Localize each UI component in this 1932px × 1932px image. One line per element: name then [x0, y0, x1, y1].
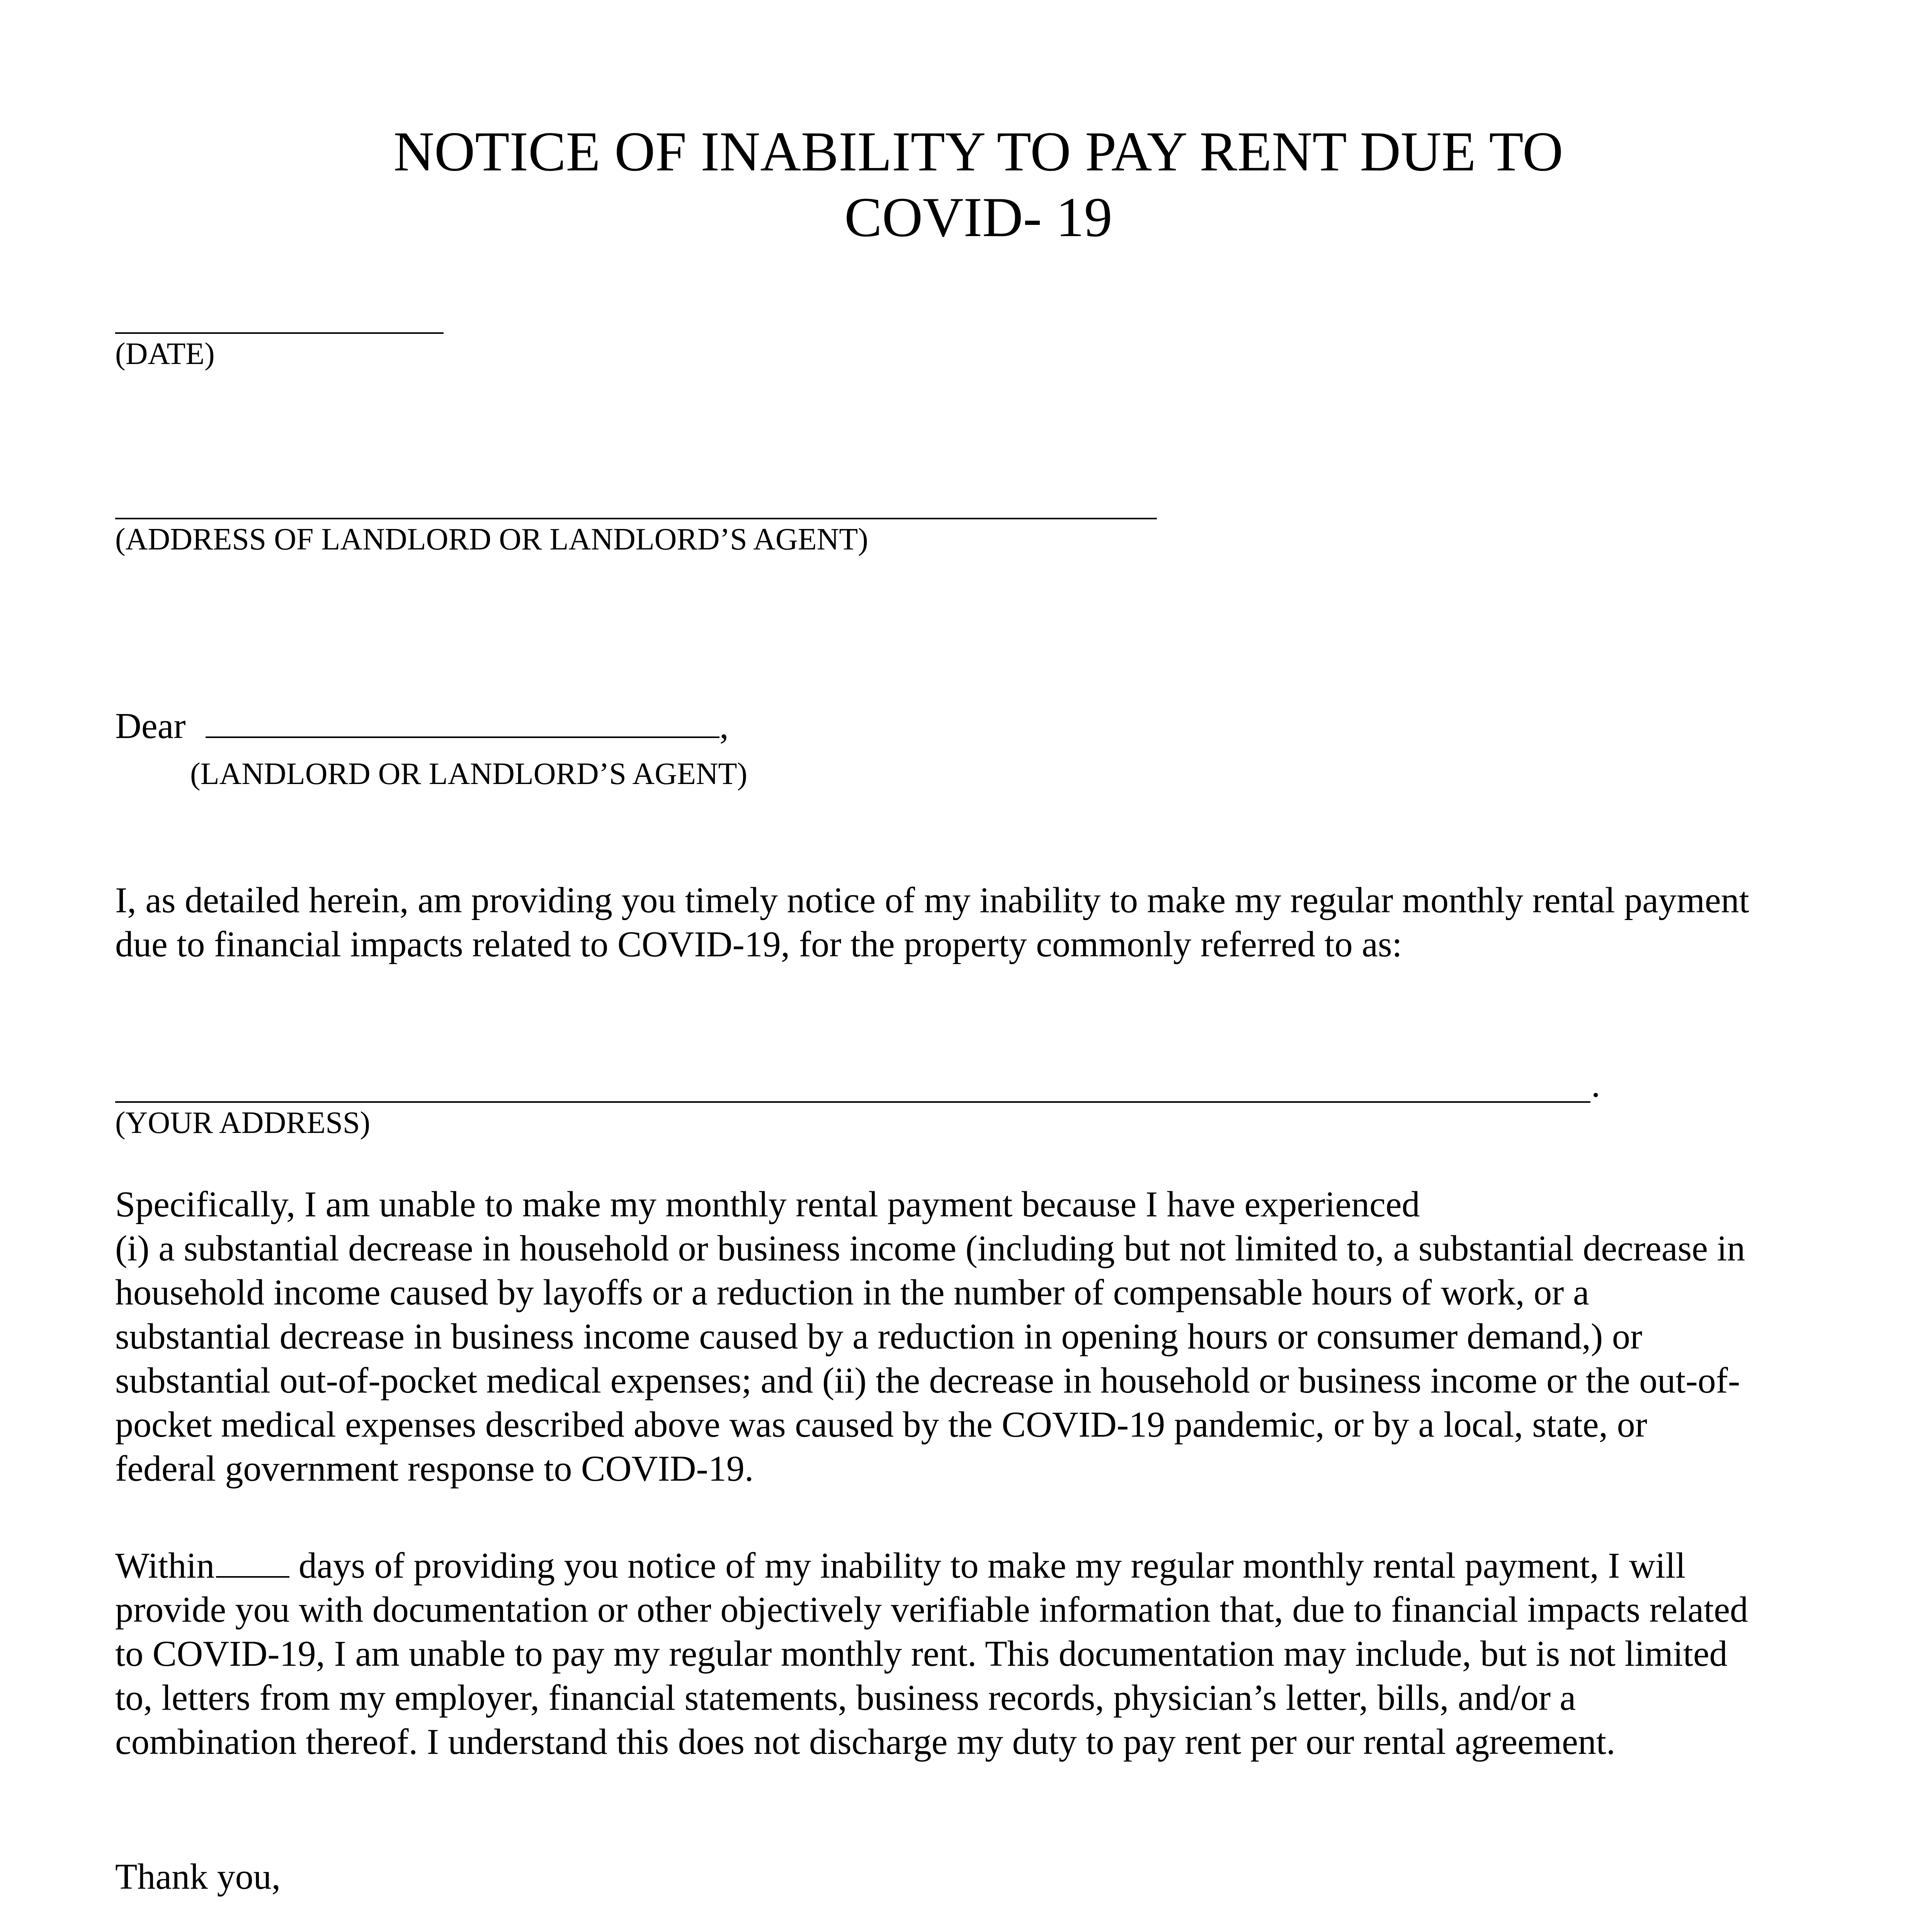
- intro-paragraph: [115, 878, 1862, 966]
- document-title-line-1: NOTICE OF INABILITY TO PAY RENT DUE TO: [393, 120, 1563, 183]
- document-title-line-2: COVID- 19: [844, 186, 1112, 248]
- salutation-word: Dear: [115, 706, 186, 746]
- your-address-label: (YOUR ADDRESS): [115, 1106, 371, 1140]
- landlord-name-blank-line[interactable]: [206, 709, 719, 738]
- hardship-line: Specifically, I am unable to make my monthly rental payment because I have experienced: [115, 1184, 1420, 1225]
- hardship-line: pocket medical expenses described above was caused by the COVID-19 pandemic, or by a local, state, or: [115, 1405, 1647, 1445]
- hardship-line: household income caused by layoffs or a reduction in the number of compensable hours of work, or a: [115, 1272, 1589, 1313]
- intro-line: due to financial impacts related to COVID-19, for the property commonly referred to as:: [115, 924, 1402, 964]
- salutation-line: [115, 704, 729, 748]
- within-word: Within: [115, 1546, 215, 1586]
- hardship-line: substantial out-of-pocket medical expenses; and (ii) the decrease in household or business income or the out-of-: [115, 1361, 1740, 1401]
- closing-text: Thank you,: [115, 1857, 281, 1897]
- landlord-label: (LANDLORD OR LANDLORD’S AGENT): [190, 757, 748, 791]
- hardship-paragraph: [115, 1182, 1862, 1491]
- date-blank-line[interactable]: [115, 332, 444, 334]
- within-rest: days of providing you notice of my inability to make my regular monthly rental payment, I will: [289, 1546, 1686, 1586]
- within-line: [115, 1544, 1862, 1588]
- hardship-line: federal government response to COVID-19.: [115, 1449, 754, 1489]
- documentation-line: to COVID-19, I am unable to pay my regular monthly rent. This documentation may include, but is not limited: [115, 1634, 1728, 1674]
- hardship-line: (i) a substantial decrease in household or business income (including but not limited to, a substantial decrease in: [115, 1228, 1745, 1269]
- landlord-address-label: (ADDRESS OF LANDLORD OR LANDLORD’S AGENT): [115, 522, 868, 556]
- documentation-paragraph: [115, 1544, 1862, 1764]
- days-blank-line[interactable]: [216, 1549, 289, 1578]
- documentation-line: to, letters from my employer, financial statements, business records, physician’s letter, bills, and/or a: [115, 1678, 1576, 1718]
- documentation-line: provide you with documentation or other objectively verifiable information that, due to financial impacts related: [115, 1590, 1748, 1630]
- landlord-address-blank-line[interactable]: [115, 518, 1157, 519]
- address-period: .: [1591, 1065, 1600, 1105]
- your-address-blank-line[interactable]: [115, 1101, 1590, 1103]
- documentation-line: combination thereof. I understand this does not discharge my duty to pay rent per our rental agreement.: [115, 1722, 1616, 1762]
- date-label: (DATE): [115, 337, 215, 371]
- intro-line: I, as detailed herein, am providing you timely notice of my inability to make my regular monthly rental payment: [115, 880, 1749, 920]
- hardship-line: substantial decrease in business income caused by a reduction in opening hours or consumer demand,) or: [115, 1316, 1643, 1357]
- salutation-comma: ,: [719, 706, 729, 746]
